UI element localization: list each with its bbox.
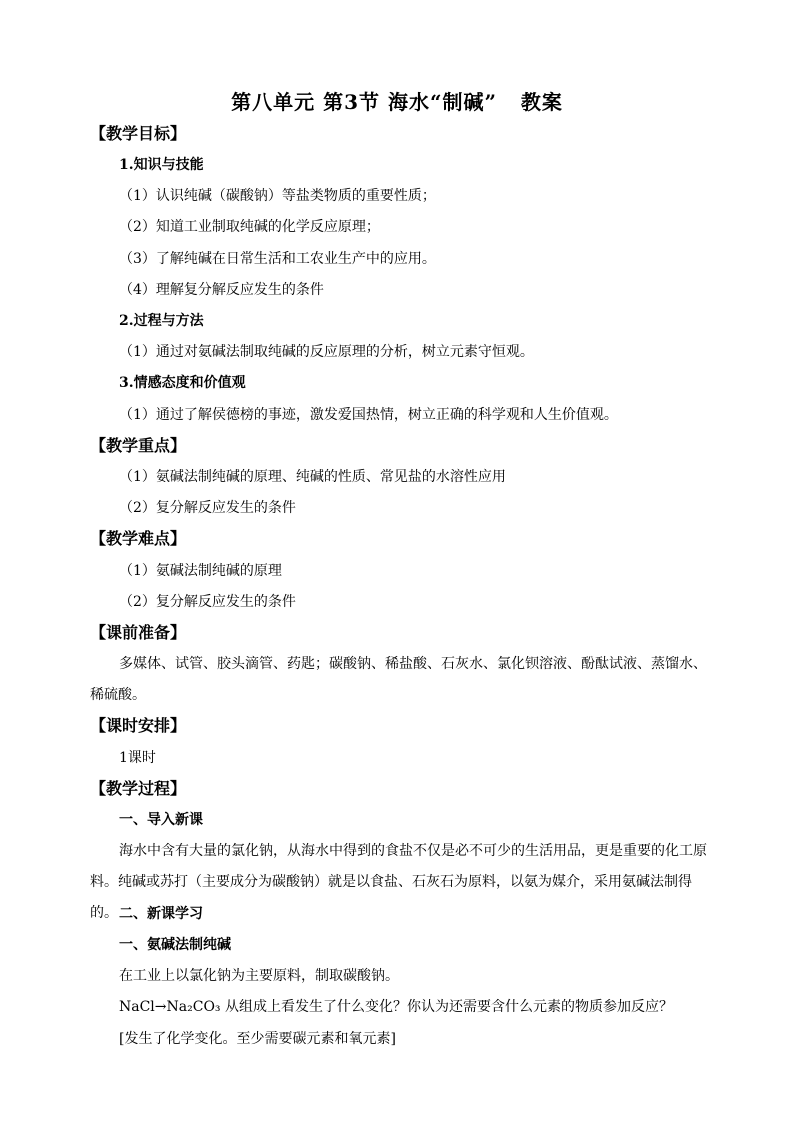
lesson-line: [发生了化学变化。至少需要碳元素和氧元素] — [119, 1031, 396, 1047]
subheading-attitude-values: 3.情感态度和价值观 — [119, 375, 246, 391]
difficult-item: （2）复分解反应发生的条件 — [119, 594, 296, 610]
difficult-item: （1）氨碱法制纯碱的原理 — [119, 563, 282, 579]
subheading-introduction: 一、导入新课 — [119, 812, 203, 828]
heading-teaching-process: 【教学过程】 — [90, 779, 187, 798]
key-item: （2）复分解反应发生的条件 — [119, 500, 296, 516]
preparation-text: 多媒体、试管、胶头滴管、药匙；碳酸钠、稀盐酸、石灰水、氯化钡溶液、酚酞试液、蒸馏水、稀硫酸。 — [90, 656, 707, 703]
goal-item: （1）通过了解侯德榜的事迹，激发爱国热情，树立正确的科学观和人生价值观。 — [119, 407, 618, 423]
introduction-text: 海水中含有大量的氯化钠，从海水中得到的食盐不仅是必不可少的生活用品，更是重要的化工原料。纯碱或苏打（主要成分为碳酸钠）就是以食盐、石灰石为原料，以氨为媒介，采用氨碱法制得的。 — [90, 843, 707, 921]
heading-preparation: 【课前准备】 — [90, 623, 187, 642]
subheading-knowledge-skills: 1.知识与技能 — [119, 157, 204, 173]
goal-item: （1）通过对氨碱法制取纯碱的反应原理的分析，树立元素守恒观。 — [119, 344, 534, 360]
goal-item: （1）认识纯碱（碳酸钠）等盐类物质的重要性质； — [119, 188, 436, 204]
subheading-process-method: 2.过程与方法 — [119, 313, 204, 329]
lesson-line: 在工业上以氯化钠为主要原料，制取碳酸钠。 — [119, 968, 399, 984]
goal-item: （4）理解复分解反应发生的条件 — [119, 282, 324, 298]
goal-item: （2）知道工业制取纯碱的化学反应原理； — [119, 219, 380, 235]
goal-item: （3）了解纯碱在日常生活和工农业生产中的应用。 — [119, 251, 436, 267]
document-title: 第八单元 第3节 海水“制碱” 教案 — [231, 90, 563, 114]
schedule-text: 1课时 — [119, 750, 156, 766]
subheading-new-lesson: 二、新课学习 — [119, 906, 203, 922]
key-item: （1）氨碱法制纯碱的原理、纯碱的性质、常见盐的水溶性应用 — [119, 469, 506, 485]
heading-schedule: 【课时安排】 — [90, 716, 187, 735]
lesson-line: NaCl→Na₂CO₃ 从组成上看发生了什么变化？你认为还需要含什么元素的物质参加反应？ — [119, 999, 673, 1015]
heading-teaching-goals: 【教学目标】 — [90, 124, 187, 143]
heading-difficult-points: 【教学难点】 — [90, 529, 187, 548]
subheading-ammonia-soda: 一、氨碱法制纯碱 — [119, 937, 231, 953]
heading-key-points: 【教学重点】 — [90, 436, 187, 455]
